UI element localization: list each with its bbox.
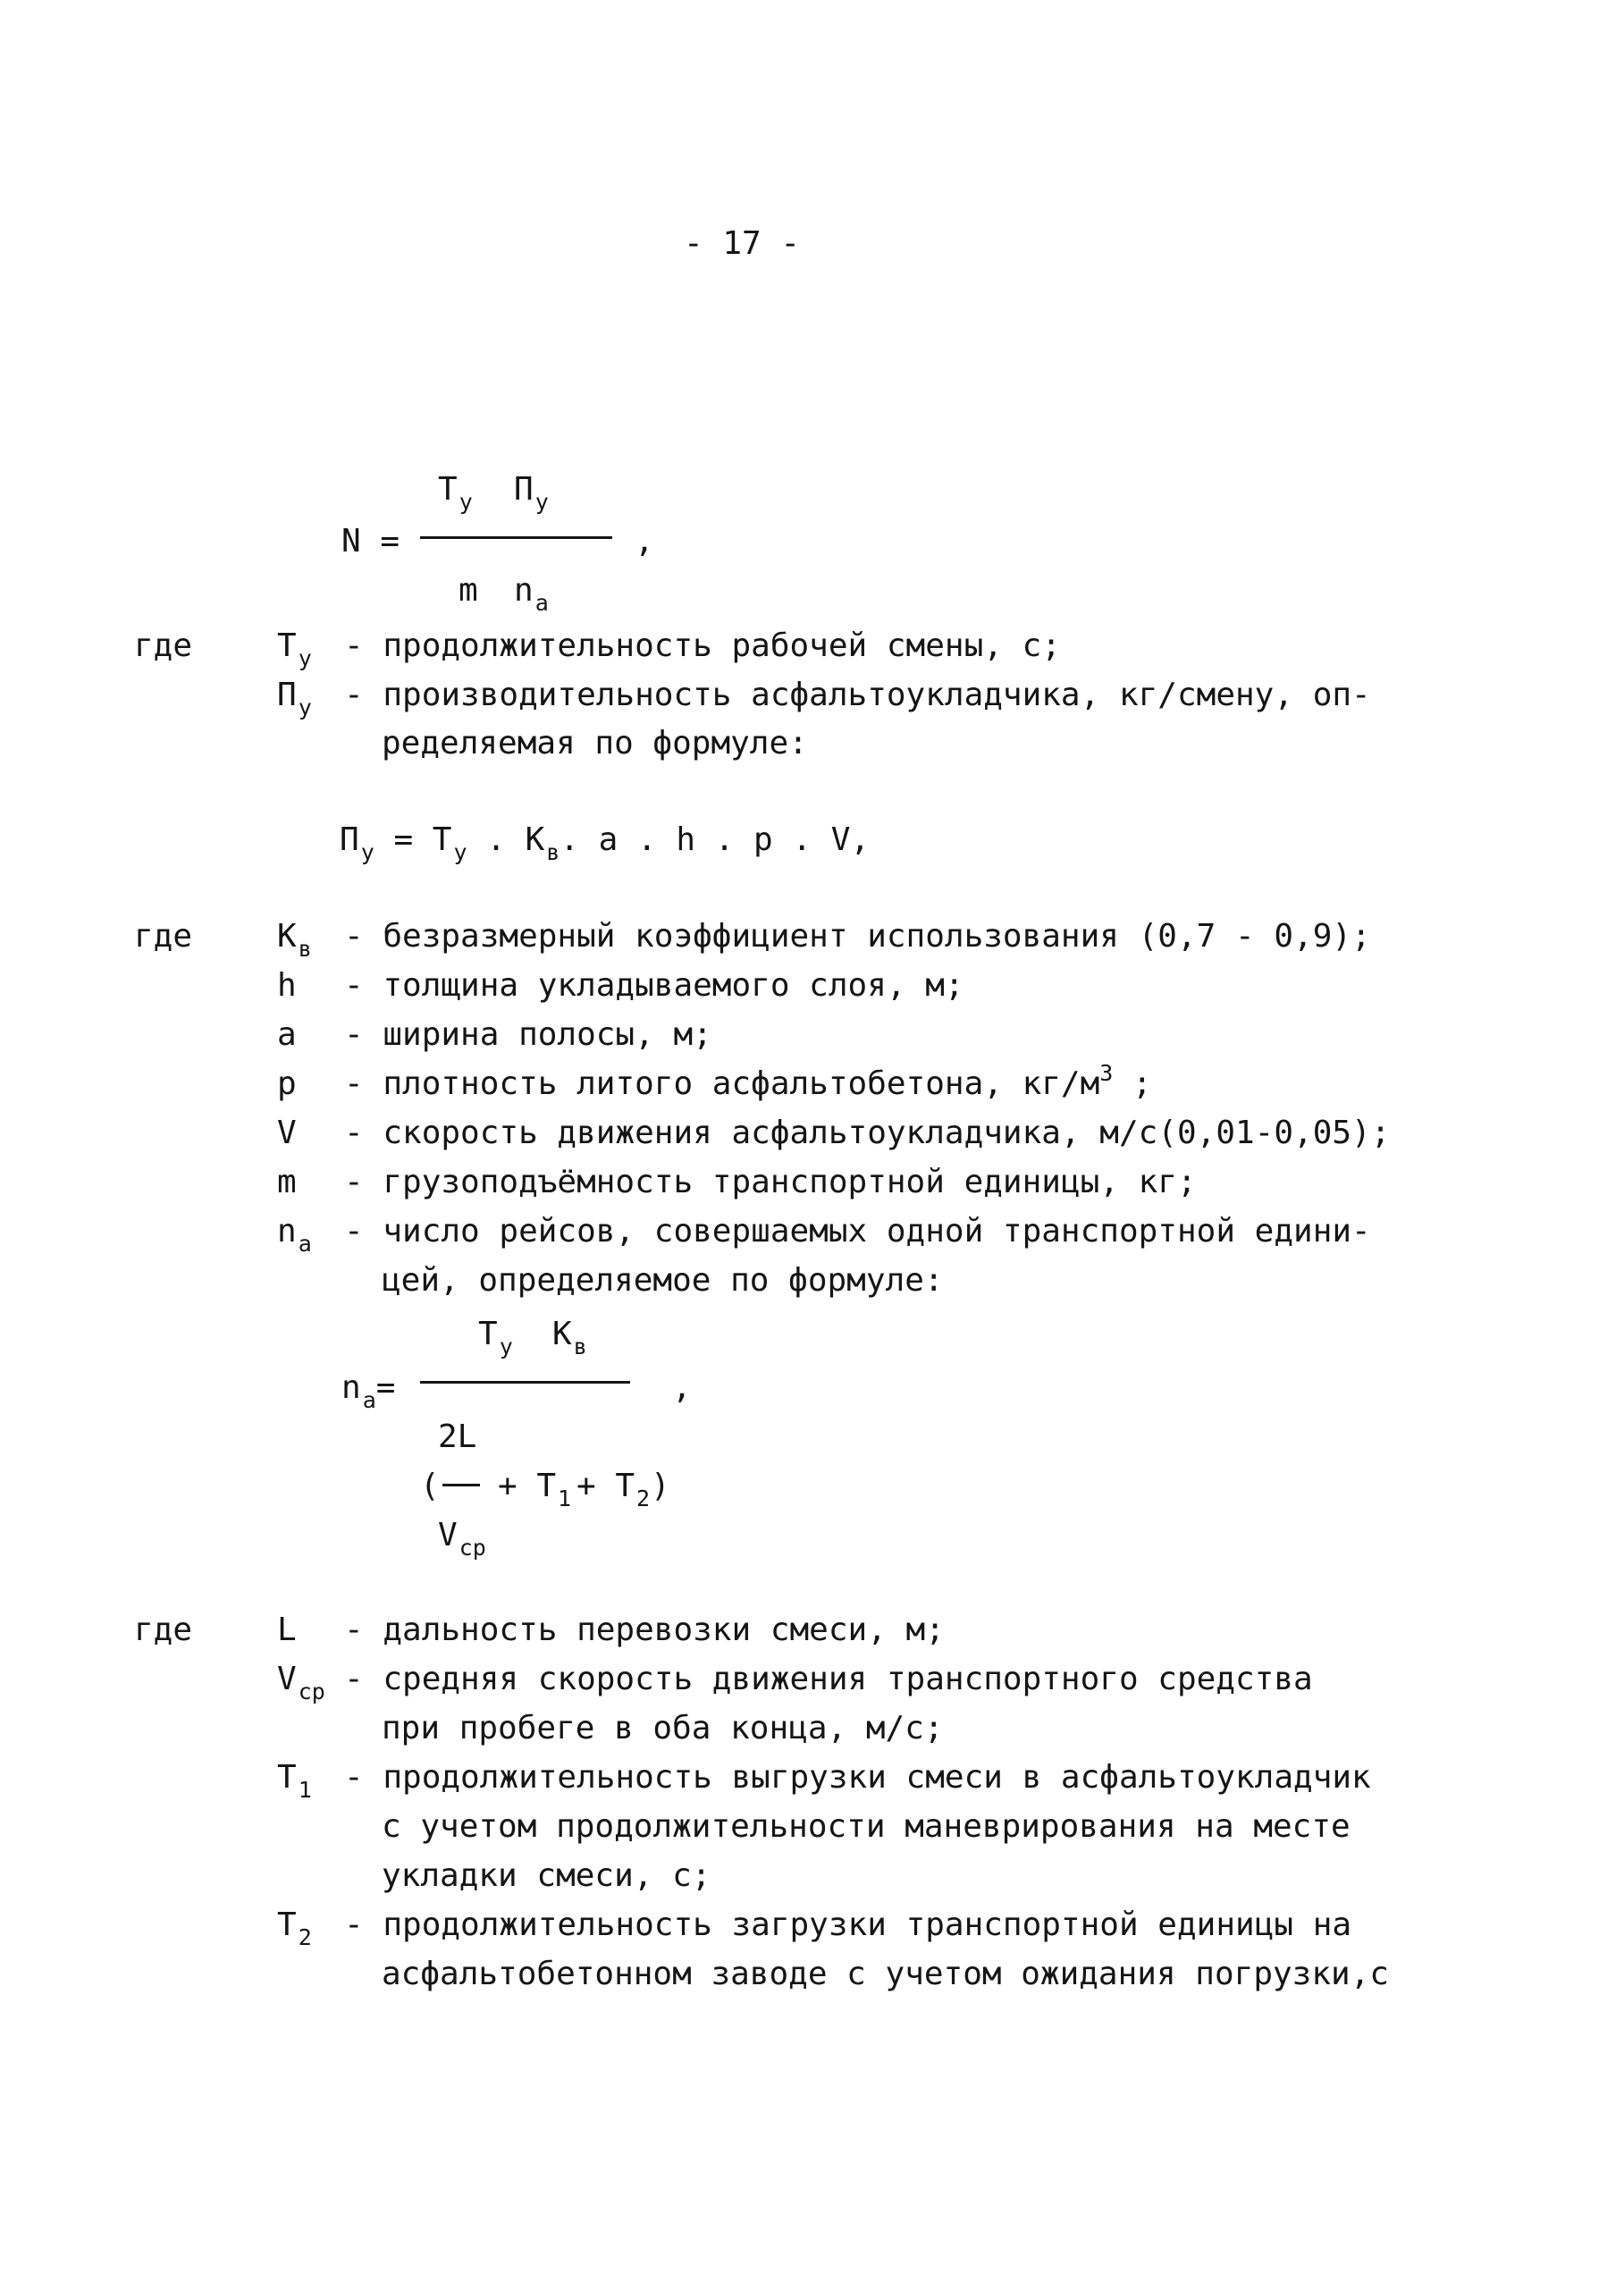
- definition-t2-continuation: асфальтобетонном заводе с учетом ожидания погрузки,с: [382, 1956, 1390, 1992]
- formula-n-fraction-bar: [420, 536, 612, 539]
- where-label-1: где: [134, 627, 193, 664]
- definition-t1-continuation-2: укладки смеси, с;: [382, 1857, 711, 1894]
- formula-na-close-paren: ): [651, 1468, 670, 1504]
- where-label-2: где: [134, 918, 193, 955]
- where-label-3: где: [134, 1612, 193, 1648]
- formula-na-two-l: 2L: [438, 1418, 477, 1455]
- definition-vcp-continuation: при пробеге в оба конца, м/с;: [382, 1710, 944, 1747]
- formula-py: $П_у = T_у$ . $K_в$. a . h . p . V,: [340, 821, 871, 865]
- formula-na-t1: + $T_1$: [498, 1468, 572, 1511]
- formula-n-num-b: $П_у$: [514, 471, 549, 515]
- formula-na-comma: ,: [672, 1369, 692, 1406]
- definition-na-continuation: цей, определяемое по формуле:: [382, 1262, 944, 1299]
- definition-t1-continuation-1: с учетом продолжительности маневрирования на месте: [382, 1808, 1351, 1845]
- formula-na-inner-bar: [442, 1484, 480, 1486]
- formula-na-vcp: $V_{ср}$: [438, 1517, 486, 1561]
- formula-na-lhs: $n_a=$: [341, 1369, 396, 1413]
- formula-n-num-a: $T_у$: [438, 471, 473, 515]
- formula-n-comma: ,: [635, 523, 654, 560]
- definition-py-continuation: ределяемая по формуле:: [382, 725, 808, 762]
- formula-n-lhs: N =: [341, 523, 400, 560]
- formula-n-den-b: $n_a$: [514, 572, 549, 616]
- formula-na-num-a: $T_у$: [478, 1316, 513, 1359]
- formula-na-open-paren: (: [420, 1468, 440, 1504]
- formula-na-num-b: $K_в$: [552, 1316, 587, 1359]
- formula-na-t2: + $T_2$: [576, 1468, 651, 1511]
- page-number: - 17 -: [684, 225, 801, 262]
- formula-n-den-a: m: [459, 572, 478, 609]
- formula-na-fraction-bar: [420, 1381, 630, 1384]
